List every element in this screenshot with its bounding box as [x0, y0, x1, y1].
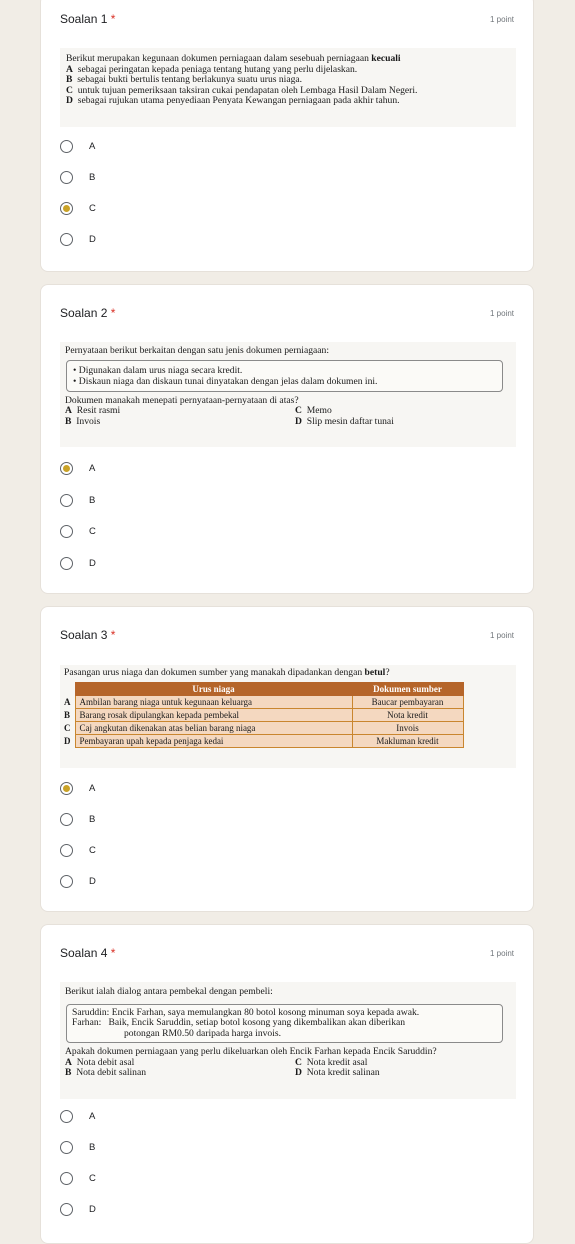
- question-image: [60, 982, 516, 1099]
- points-label: 1 point: [489, 631, 514, 640]
- table-row: A Ambilan barang niaga untuk kegunaan keluarga Baucar pembayaran: [64, 695, 463, 708]
- question-image: [60, 665, 516, 768]
- statement-box: [66, 360, 503, 392]
- radio-icon[interactable]: [60, 171, 73, 184]
- table-header: Urus niaga: [75, 682, 352, 695]
- required-marker: *: [110, 946, 116, 960]
- radio-icon[interactable]: [60, 233, 73, 246]
- points-label: 1 point: [489, 949, 514, 958]
- choice-row: A Resit rasmi C Memo: [65, 405, 332, 416]
- radio-icon[interactable]: [60, 494, 73, 507]
- question-ask: Dokumen manakah menepati pernyataan-pernyataan di atas?: [65, 394, 299, 406]
- radio-icon[interactable]: [60, 140, 73, 153]
- points-label: 1 point: [489, 15, 514, 24]
- radio-selected-icon[interactable]: [60, 202, 73, 215]
- radio-icon[interactable]: [60, 875, 73, 888]
- radio-icon[interactable]: [60, 813, 73, 826]
- option-a[interactable]: A: [60, 458, 360, 478]
- radio-icon[interactable]: [60, 1110, 73, 1123]
- radio-icon[interactable]: [60, 525, 73, 538]
- question-stem: Berikut ialah dialog antara pembekal dengan pembeli:: [65, 986, 273, 997]
- matching-table: [64, 682, 464, 748]
- option-a[interactable]: A: [60, 778, 360, 798]
- question-card-1: [40, 0, 534, 272]
- question-stem: Pasangan urus niaga dan dokumen sumber yang manakah dipadankan dengan betul?: [64, 667, 390, 678]
- dialog-line: Farhan: Baik, Encik Saruddin, setiap botol kosong yang dikembalikan akan diberikan: [72, 1017, 406, 1028]
- radio-icon[interactable]: [60, 844, 73, 857]
- table-row: D Pembayaran upah kepada penjaga kedai Makluman kredit: [64, 734, 463, 747]
- radio-selected-icon[interactable]: [60, 782, 73, 795]
- option-c[interactable]: C: [60, 1168, 360, 1188]
- radio-selected-icon[interactable]: [60, 462, 73, 475]
- question-stem: Pernyataan berikut berkaitan dengan satu jenis dokumen perniagaan:: [65, 345, 330, 356]
- question-card-2: [40, 284, 534, 594]
- question-stem: Berikut merupakan kegunaan dokumen perniagaan dalam sesebuah perniagaan kecuali: [66, 53, 401, 64]
- question-title: Soalan 3 *: [60, 628, 116, 642]
- dialog-line: potongan RM0.50 daripada harga invois.: [124, 1027, 282, 1039]
- required-marker: *: [110, 628, 116, 642]
- dialog-box: [66, 1004, 503, 1044]
- option-c[interactable]: C: [60, 521, 360, 541]
- choice-line: C untuk tujuan pemeriksaan taksiran cukai pendapatan oleh Lembaga Hasil Dalam Negeri.: [66, 84, 418, 96]
- table-row: C Caj angkutan dikenakan atas belian barang niaga Invois: [64, 721, 463, 734]
- option-d[interactable]: D: [60, 871, 360, 891]
- option-d[interactable]: D: [60, 229, 360, 249]
- points-label: 1 point: [489, 309, 514, 318]
- option-d[interactable]: D: [60, 1199, 360, 1219]
- table-header: Dokumen sumber: [352, 682, 463, 695]
- dialog-line: Saruddin: Encik Farhan, saya memulangkan 80 botol kosong minuman soya kepada awak.: [72, 1006, 420, 1018]
- option-b[interactable]: B: [60, 167, 360, 187]
- radio-icon[interactable]: [60, 1172, 73, 1185]
- required-marker: *: [110, 12, 116, 26]
- question-card-3: [40, 606, 534, 912]
- radio-icon[interactable]: [60, 1203, 73, 1216]
- choice-line: B sebagai bukti bertulis tentang berlakunya suatu urus niaga.: [66, 74, 303, 85]
- question-title: Soalan 1 *: [60, 12, 116, 26]
- option-c[interactable]: C: [60, 198, 360, 218]
- option-b[interactable]: B: [60, 1137, 360, 1157]
- option-b[interactable]: B: [60, 490, 360, 510]
- question-image: [60, 342, 516, 447]
- option-d[interactable]: D: [60, 553, 360, 573]
- choice-row: B Invois D Slip mesin daftar tunai: [65, 415, 394, 427]
- question-title: Soalan 2 *: [60, 306, 116, 320]
- radio-icon[interactable]: [60, 1141, 73, 1154]
- question-image: [60, 48, 516, 127]
- choice-row: A Nota debit asal C Nota kredit asal: [65, 1056, 368, 1068]
- choice-row: B Nota debit salinan D Nota kredit salinan: [65, 1067, 380, 1078]
- option-b[interactable]: B: [60, 809, 360, 829]
- option-a[interactable]: A: [60, 1106, 360, 1126]
- choice-line: A sebagai peringatan kepada peniaga tentang hutang yang perlu dijelaskan.: [66, 63, 358, 75]
- option-c[interactable]: C: [60, 840, 360, 860]
- required-marker: *: [110, 306, 116, 320]
- table-row: B Barang rosak dipulangkan kepada pembekal Nota kredit: [64, 708, 463, 721]
- question-card-4: [40, 924, 534, 1244]
- choice-line: D sebagai rujukan utama penyediaan Penyata Kewangan perniagaan pada akhir tahun.: [66, 95, 400, 106]
- option-a[interactable]: A: [60, 136, 360, 156]
- bullet-item: • Diskaun niaga dan diskaun tunai dinyatakan dengan jelas dalam dokumen ini.: [73, 375, 378, 387]
- question-title: Soalan 4 *: [60, 946, 116, 960]
- question-ask: Apakah dokumen perniagaan yang perlu dikeluarkan oleh Encik Farhan kepada Encik Saruddin?: [65, 1046, 437, 1057]
- radio-icon[interactable]: [60, 557, 73, 570]
- bullet-item: • Digunakan dalam urus niaga secara kredit.: [73, 364, 243, 376]
